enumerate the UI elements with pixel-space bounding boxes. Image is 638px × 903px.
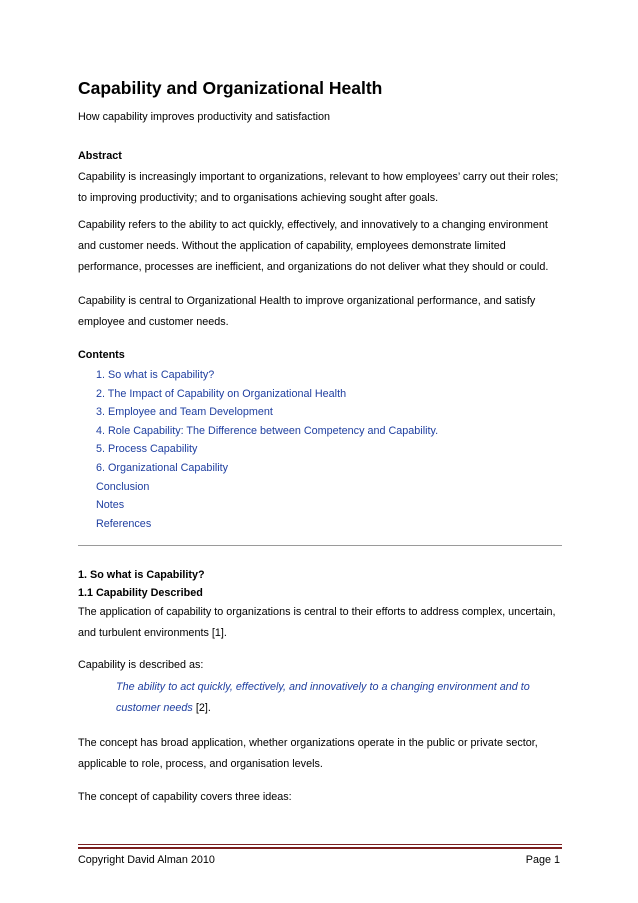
quote-reference: [2]. [192,702,211,714]
abstract-section [78,146,558,209]
abstract-p2-line2: and customer needs. Without the application of capability, employees demonstrate limited [78,240,506,252]
quote-line1: The ability to act quickly, effectively, and innovatively to a changing environment and to [116,681,530,693]
section1-p4: The concept of capability covers three ideas: [78,791,292,803]
section1-p1-line1: The application of capability to organizations is central to their efforts to address complex, uncertain, [78,606,556,618]
abstract-p3-line2: employee and customer needs. [78,316,229,328]
section1-p2: Capability is described as: [78,659,204,671]
capability-quote [116,677,530,719]
toc-link-employee-team[interactable]: 3. Employee and Team Development [96,406,273,419]
section1-paragraph-4 [78,787,292,808]
abstract-p3-line1: Capability is central to Organizational Health to improve organizational performance, and satisfy [78,295,536,307]
toc-link-notes[interactable]: Notes [96,499,125,512]
section1-paragraph-3 [78,733,538,775]
contents-heading-block [78,345,125,366]
section1-p3-line1: The concept has broad application, whether organizations operate in the public or private sector, [78,737,538,749]
section1-subheading: 1.1 Capability Described [78,587,203,599]
section1-p1-line2: and turbulent environments [1]. [78,627,227,639]
footer-copyright: Copyright David Alman 2010 [78,854,215,866]
section1-described-as [78,655,203,676]
section1-p3-line2: applicable to role, process, and organisation levels. [78,758,323,770]
abstract-p1-line1: Capability is increasingly important to organizations, relevant to how employees’ carry out their roles; [78,171,559,183]
toc-link-role-capability[interactable]: 4. Role Capability: The Difference between Competency and Capability. [96,424,439,437]
abstract-paragraph-3 [78,291,535,333]
table-of-contents [96,366,438,533]
section-divider [78,545,562,546]
footer-page-number: Page 1 [525,854,560,866]
abstract-paragraph-2 [78,215,548,278]
document-subtitle: How capability improves productivity and satisfaction [78,111,331,123]
toc-link-process-capability[interactable]: 5. Process Capability [96,443,198,456]
toc-link-impact[interactable]: 2. The Impact of Capability on Organizational Health [96,387,347,400]
abstract-p2-line1: Capability refers to the ability to act quickly, effectively, and innovatively to a changing environment [78,219,548,231]
footer-rule-thick [78,847,562,849]
abstract-p2-line3: performance, processes are inefficient, and organizations do not deliver what they should or could. [78,261,549,273]
abstract-p1-line2: to improving productivity; and to organisations achieving sought after goals. [78,192,439,204]
document-title: Capability and Organizational Health [78,78,383,98]
section1-block [78,566,556,644]
footer-rule-thin [78,844,562,845]
toc-link-organizational-capability[interactable]: 6. Organizational Capability [96,461,229,474]
toc-link-references[interactable]: References [96,517,152,530]
quote-line2: customer needs [116,702,193,714]
abstract-heading: Abstract [78,150,122,162]
toc-link-capability[interactable]: 1. So what is Capability? [96,369,215,381]
contents-heading: Contents [78,349,125,361]
section1-heading: 1. So what is Capability? [78,569,205,581]
toc-link-conclusion[interactable]: Conclusion [96,480,150,493]
